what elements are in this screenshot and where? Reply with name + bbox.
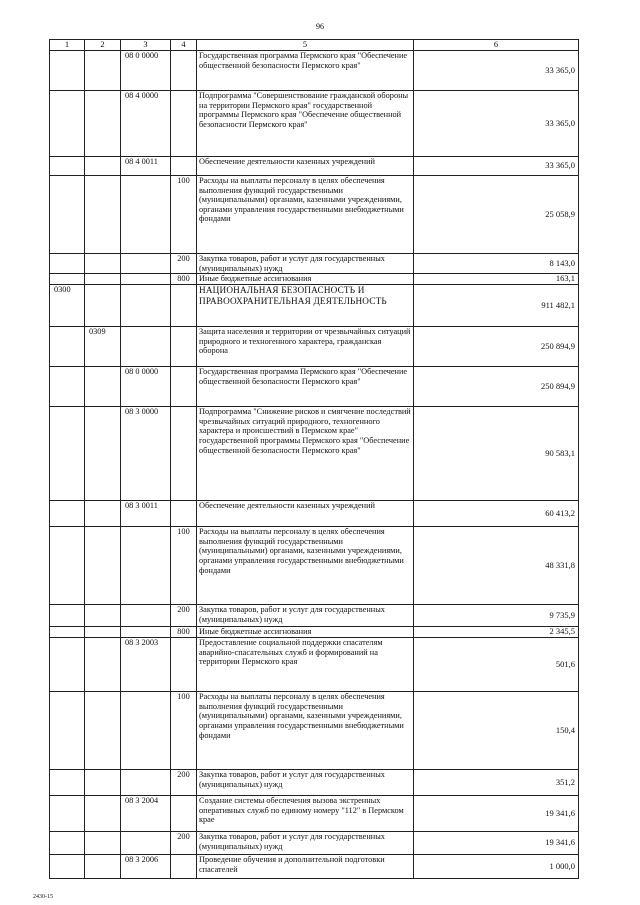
expense-type-cell: 200 [171,605,197,627]
target-article-cell [121,254,171,274]
page-number: 96 [316,22,324,31]
table-row [50,285,579,327]
target-article-cell: 08 0 0000 [121,51,171,91]
subsection-code-cell [85,285,121,327]
section-code-cell [50,832,85,855]
target-article-cell: 08 3 2003 [121,638,171,692]
subsection-code-cell [85,855,121,879]
expense-type-cell: 800 [171,627,197,638]
table-row [50,627,579,638]
subsection-code-cell [85,638,121,692]
table-header-row [50,40,579,51]
amount-cell: 163,1 [414,274,579,285]
section-code-cell [50,692,85,770]
table-row [50,832,579,855]
table-row [50,274,579,285]
item-name-cell: Закупка товаров, работ и услуг для государственных (муниципальных) нужд [197,605,414,627]
item-name-cell: Проведение обучения и дополнительной подготовки спасателей [197,855,414,879]
item-name-cell: Обеспечение деятельности казенных учреждений [197,501,414,527]
expense-type-cell [171,638,197,692]
section-code-cell [50,527,85,605]
expense-type-cell [171,285,197,327]
table-row [50,796,579,832]
table-row [50,692,579,770]
amount-cell: 19 341,6 [414,796,579,832]
amount-cell: 90 583,1 [414,407,579,501]
target-article-cell: 08 3 2006 [121,855,171,879]
item-name-cell: Предоставление социальной поддержки спасателям аварийно-спасательных служб и формирований на территории Пермского края [197,638,414,692]
section-code-cell [50,605,85,627]
table-row [50,527,579,605]
target-article-cell [121,327,171,367]
amount-cell: 250 894,9 [414,367,579,407]
item-name-cell: Подпрограмма "Совершенствование гражданской обороны на территории Пермского края" государственной программы Пермского края "Обеспечение общественной безопасности Пермского края" [197,91,414,157]
section-code-cell [50,157,85,176]
amount-cell: 250 894,9 [414,327,579,367]
section-code-cell [50,770,85,796]
item-name-cell: Расходы на выплаты персоналу в целях обеспечения выполнения функций государственными (муниципальными) органами, казенными учреждениями, органами управления государственными внебюджетными фондами [197,527,414,605]
amount-cell: 501,6 [414,638,579,692]
expense-type-cell [171,367,197,407]
item-name-cell: НАЦИОНАЛЬНАЯ БЕЗОПАСНОСТЬ И ПРАВООХРАНИТЕЛЬНАЯ ДЕЯТЕЛЬНОСТЬ [197,285,414,327]
section-code-cell [50,796,85,832]
item-name-cell: Обеспечение деятельности казенных учреждений [197,157,414,176]
section-code-cell [50,407,85,501]
amount-cell: 19 341,6 [414,832,579,855]
section-code-cell [50,327,85,367]
subsection-code-cell [85,176,121,254]
amount-cell: 48 331,8 [414,527,579,605]
item-name-cell: Государственная программа Пермского края "Обеспечение общественной безопасности Пермского края" [197,51,414,91]
section-code-cell: 0300 [50,285,85,327]
item-name-cell: Закупка товаров, работ и услуг для государственных (муниципальных) нужд [197,254,414,274]
subsection-code-cell [85,274,121,285]
amount-cell: 150,4 [414,692,579,770]
target-article-cell [121,770,171,796]
amount-cell: 8 143,0 [414,254,579,274]
header-cell-6: 6 [414,40,579,51]
target-article-cell: 08 4 0000 [121,91,171,157]
table-row [50,501,579,527]
expense-type-cell: 200 [171,770,197,796]
subsection-code-cell [85,796,121,832]
section-code-cell [50,51,85,91]
expense-type-cell [171,407,197,501]
table-row [50,638,579,692]
expense-type-cell: 200 [171,254,197,274]
item-name-cell: Защита населения и территории от чрезвычайных ситуаций природного и техногенного характера, гражданская оборона [197,327,414,367]
subsection-code-cell [85,605,121,627]
item-name-cell: Расходы на выплаты персоналу в целях обеспечения выполнения функций государственными (муниципальными) органами, казенными учреждениями, органами управления государственными внебюджетными фондами [197,176,414,254]
target-article-cell [121,527,171,605]
target-article-cell [121,285,171,327]
target-article-cell [121,627,171,638]
table-row [50,407,579,501]
target-article-cell: 08 3 0011 [121,501,171,527]
expense-type-cell: 100 [171,176,197,254]
target-article-cell [121,692,171,770]
section-code-cell [50,254,85,274]
expense-type-cell: 200 [171,832,197,855]
section-code-cell [50,501,85,527]
target-article-cell: 08 0 0000 [121,367,171,407]
expense-type-cell: 100 [171,692,197,770]
header-cell-1: 1 [50,40,85,51]
table-row [50,605,579,627]
subsection-code-cell: 0309 [85,327,121,367]
item-name-cell: Иные бюджетные ассигнования [197,627,414,638]
subsection-code-cell [85,832,121,855]
item-name-cell: Закупка товаров, работ и услуг для государственных (муниципальных) нужд [197,770,414,796]
item-name-cell: Государственная программа Пермского края "Обеспечение общественной безопасности Пермского края" [197,367,414,407]
amount-cell: 33 365,0 [414,91,579,157]
header-cell-3: 3 [121,40,171,51]
target-article-cell [121,274,171,285]
table-row [50,51,579,91]
amount-cell: 2 345,5 [414,627,579,638]
item-name-cell: Иные бюджетные ассигнования [197,274,414,285]
expense-type-cell [171,51,197,91]
section-code-cell [50,274,85,285]
subsection-code-cell [85,501,121,527]
expense-type-cell [171,796,197,832]
amount-cell: 351,2 [414,770,579,796]
amount-cell: 9 735,9 [414,605,579,627]
header-cell-2: 2 [85,40,121,51]
item-name-cell: Расходы на выплаты персоналу в целях обеспечения выполнения функций государственными (муниципальными) органами, казенными учреждениями, органами управления государственными внебюджетными фондами [197,692,414,770]
header-cell-5: 5 [197,40,414,51]
target-article-cell: 08 3 2004 [121,796,171,832]
amount-cell: 33 365,0 [414,51,579,91]
subsection-code-cell [85,91,121,157]
target-article-cell: 08 4 0011 [121,157,171,176]
subsection-code-cell [85,254,121,274]
target-article-cell [121,176,171,254]
target-article-cell [121,605,171,627]
section-code-cell [50,638,85,692]
header-cell-4: 4 [171,40,197,51]
table-row [50,327,579,367]
expense-type-cell [171,855,197,879]
subsection-code-cell [85,157,121,176]
expense-type-cell [171,501,197,527]
section-code-cell [50,855,85,879]
subsection-code-cell [85,51,121,91]
table-row [50,91,579,157]
section-code-cell [50,627,85,638]
table-row [50,367,579,407]
table-row [50,254,579,274]
section-code-cell [50,91,85,157]
section-code-cell [50,367,85,407]
table-row [50,176,579,254]
amount-cell: 25 058,9 [414,176,579,254]
table-row [50,157,579,176]
subsection-code-cell [85,407,121,501]
subsection-code-cell [85,527,121,605]
budget-table [49,39,579,879]
item-name-cell: Создание системы обеспечения вызова экстренных оперативных служб по единому номеру "112" в Пермском крае [197,796,414,832]
amount-cell: 1 000,0 [414,855,579,879]
footer-code: 2430-15 [33,894,53,900]
amount-cell: 33 365,0 [414,157,579,176]
subsection-code-cell [85,367,121,407]
table-row [50,855,579,879]
section-code-cell [50,176,85,254]
item-name-cell: Закупка товаров, работ и услуг для государственных (муниципальных) нужд [197,832,414,855]
amount-cell: 911 482,1 [414,285,579,327]
target-article-cell: 08 3 0000 [121,407,171,501]
expense-type-cell [171,327,197,367]
item-name-cell: Подпрограмма "Снижение рисков и смягчение последствий чрезвычайных ситуаций природного, техногенного характера и происшествий в Пермском крае" государственной программы Пермского края "Обеспечение общественной безопасности Пермского края" [197,407,414,501]
subsection-code-cell [85,627,121,638]
amount-cell: 60 413,2 [414,501,579,527]
target-article-cell [121,832,171,855]
expense-type-cell: 800 [171,274,197,285]
expense-type-cell: 100 [171,527,197,605]
expense-type-cell [171,157,197,176]
expense-type-cell [171,91,197,157]
subsection-code-cell [85,770,121,796]
table-row [50,770,579,796]
subsection-code-cell [85,692,121,770]
